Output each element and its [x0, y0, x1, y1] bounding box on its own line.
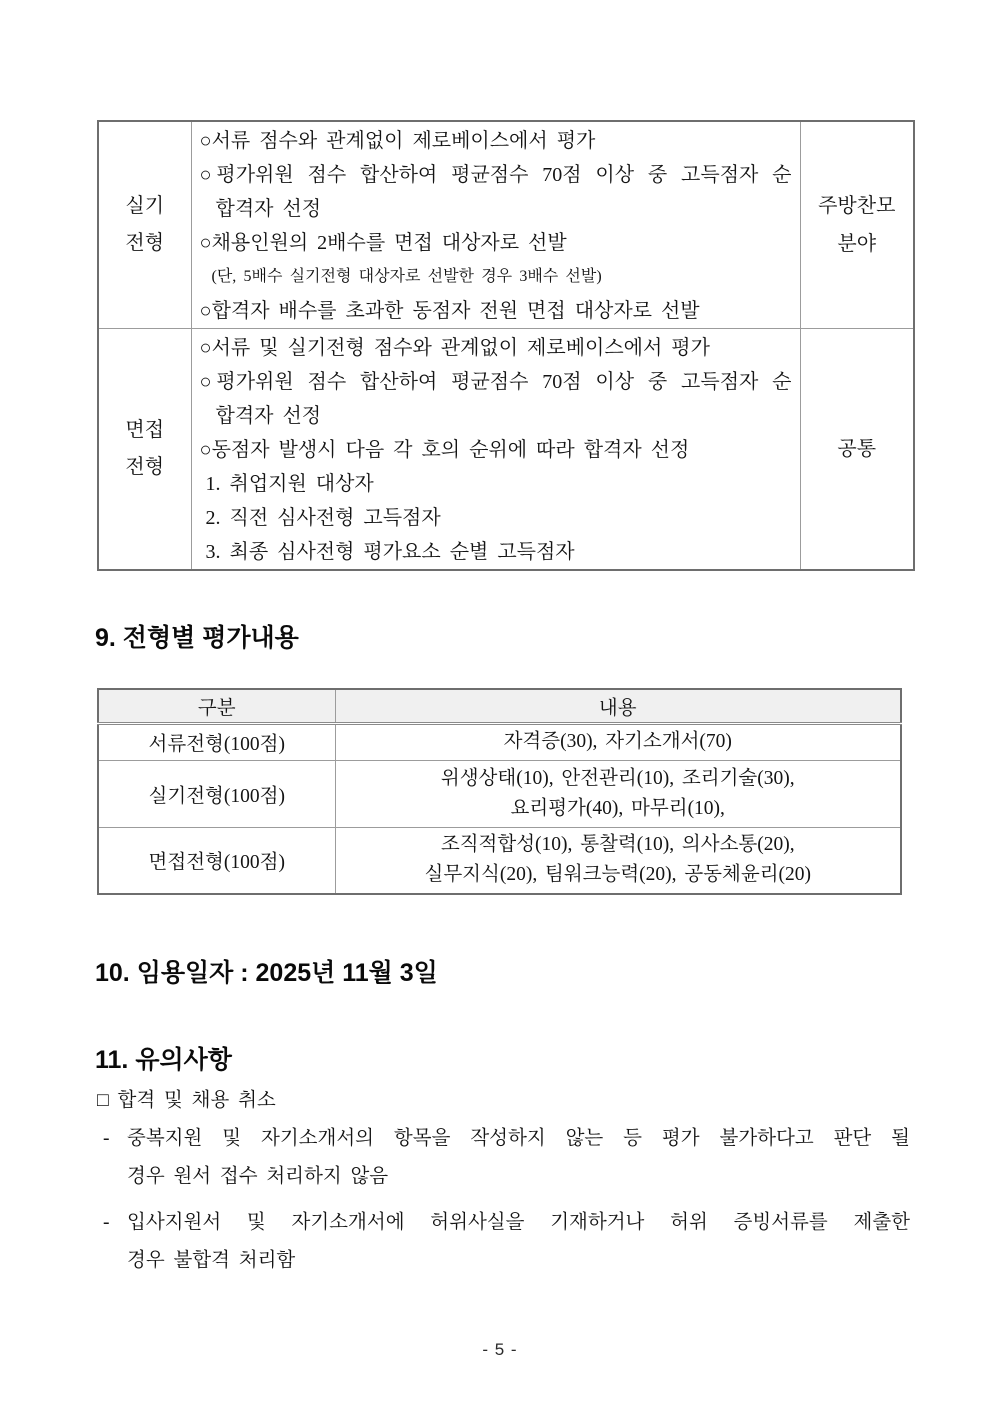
paragraph-line: 입사지원서 및 자기소개서에 허위사실을 기재하거나 허위 증빙서류를 제출한 — [127, 1212, 910, 1233]
page-number: - 5 - — [482, 1340, 518, 1359]
criteria-line: ○동점자 발생시 다음 각 호의 순위에 따라 합격자 선정 — [199, 439, 690, 461]
paragraph-text — [127, 1120, 910, 1196]
row-label: 서류전형(100점) — [98, 723, 335, 760]
note-paragraph — [97, 1204, 910, 1280]
table-row-practical — [98, 121, 914, 329]
stage-field-practical — [800, 121, 914, 329]
row-label: 면접전형(100점) — [98, 827, 335, 894]
row-content — [335, 760, 901, 827]
stage-label-line: 실기 — [125, 195, 165, 217]
section-10-heading: 10. 임용일자 : 2025년 11월 3일 — [95, 959, 438, 987]
criteria-line: 합격자 선정 — [215, 198, 322, 220]
criteria-line: ○합격자 배수를 초과한 동점자 전원 면접 대상자로 선발 — [199, 300, 700, 322]
criteria-line: ○평가위원 점수 합산하여 평균점수 70점 이상 중 고득점자 순 — [199, 164, 792, 186]
evaluation-process-table — [97, 120, 915, 571]
criteria-subnote: (단, 5배수 실기전형 대상자로 선발한 경우 3배수 선발) — [211, 268, 602, 285]
criteria-line: ○서류 점수와 관계없이 제로베이스에서 평가 — [199, 130, 596, 152]
criteria-line: ○채용인원의 2배수를 면접 대상자로 선발 — [199, 232, 567, 254]
field-line: 주방찬모 — [818, 195, 896, 217]
criteria-line: ○평가위원 점수 합산하여 평균점수 70점 이상 중 고득점자 순 — [199, 371, 792, 393]
stage-label-line: 전형 — [125, 232, 165, 254]
criteria-numbered-item: 1. 취업지원 대상자 — [205, 473, 374, 495]
field-line: 공통 — [837, 438, 877, 460]
column-header-category: 구분 — [98, 689, 335, 723]
criteria-numbered-item: 3. 최종 심사전형 평가요소 순별 고득점자 — [205, 541, 575, 563]
criteria-line: ○서류 및 실기전형 점수와 관계없이 제로베이스에서 평가 — [199, 337, 710, 359]
content-line: 위생상태(10), 안전관리(10), 조리기술(30), — [440, 767, 795, 789]
criteria-numbered-item: 2. 직전 심사전형 고득점자 — [205, 507, 441, 529]
column-header-content: 내용 — [335, 689, 901, 723]
content-line: 요리평가(40), 마무리(10), — [510, 797, 725, 819]
field-line: 분야 — [837, 233, 877, 255]
note-paragraph — [97, 1120, 910, 1196]
row-content — [335, 827, 901, 894]
notes-section — [97, 1082, 910, 1280]
stage-label-interview — [98, 329, 191, 571]
stage-label-line: 면접 — [125, 419, 165, 441]
table-row-document-screening — [98, 723, 901, 760]
table-header-row — [98, 689, 901, 723]
stage-label-line: 전형 — [125, 456, 165, 478]
section-9-heading: 9. 전형별 평가내용 — [95, 624, 299, 652]
row-content — [335, 723, 901, 760]
evaluation-content-table — [97, 688, 902, 895]
table-row-practical-test — [98, 760, 901, 827]
stage-label-practical — [98, 121, 191, 329]
section-11-heading: 11. 유의사항 — [95, 1046, 232, 1074]
dash-bullet: - — [103, 1212, 110, 1233]
note-heading: □ 합격 및 채용 취소 — [97, 1090, 276, 1111]
paragraph-line: 경우 원서 접수 처리하지 않음 — [127, 1166, 389, 1187]
table-row-interview-test — [98, 827, 901, 894]
row-label: 실기전형(100점) — [98, 760, 335, 827]
table-row-interview — [98, 329, 914, 571]
criteria-line: 합격자 선정 — [215, 405, 322, 427]
stage-criteria-practical — [191, 121, 800, 329]
paragraph-text — [127, 1204, 910, 1280]
content-line: 조직적합성(10), 통찰력(10), 의사소통(20), — [440, 834, 795, 856]
content-line: 실무지식(20), 팀워크능력(20), 공동체윤리(20) — [424, 864, 812, 886]
stage-field-interview — [800, 329, 914, 571]
stage-criteria-interview — [191, 329, 800, 571]
paragraph-line: 경우 불합격 처리함 — [127, 1250, 296, 1271]
content-line: 자격증(30), 자기소개서(70) — [503, 731, 732, 752]
dash-bullet: - — [103, 1128, 110, 1149]
paragraph-line: 중복지원 및 자기소개서의 항목을 작성하지 않는 등 평가 불가하다고 판단 될 — [127, 1128, 910, 1149]
